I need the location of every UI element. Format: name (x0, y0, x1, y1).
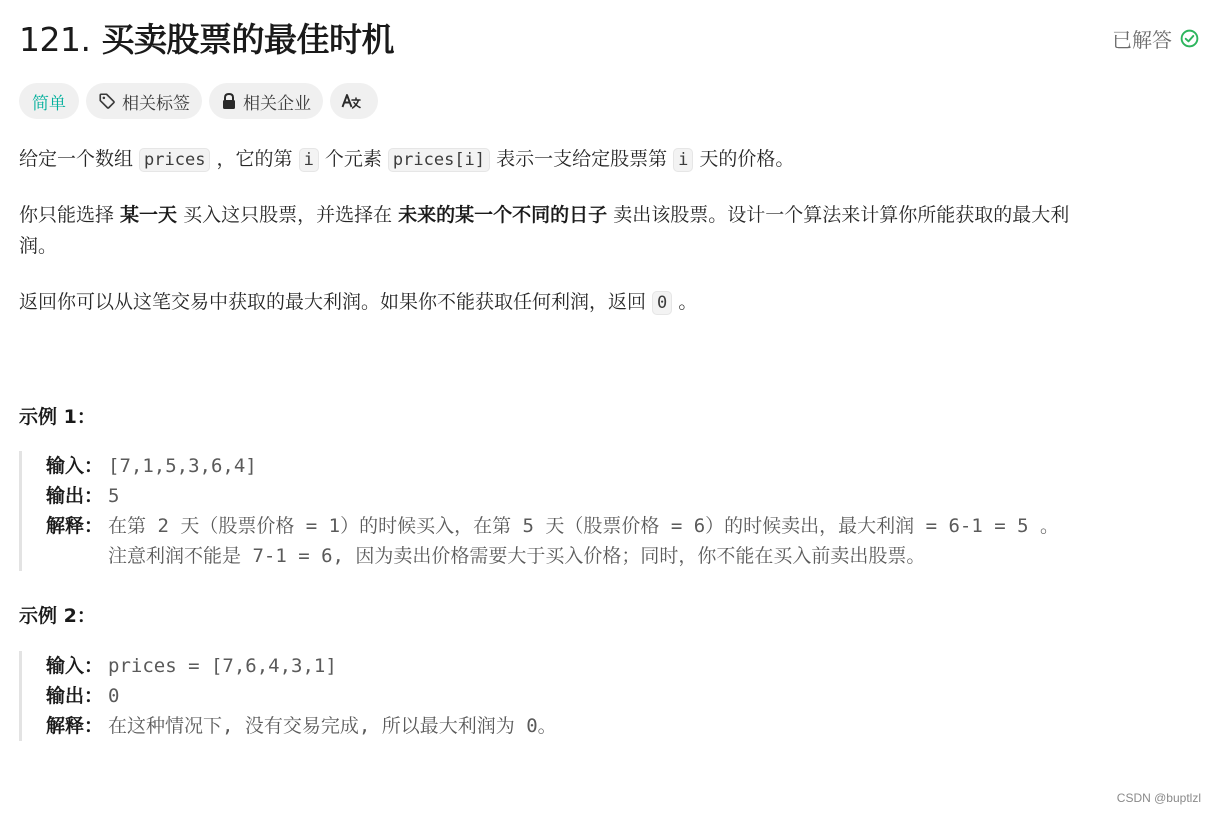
inline-code: prices (139, 148, 210, 172)
problem-title-text: 买卖股票的最佳时机 (101, 20, 394, 59)
solved-label: 已解答 (1112, 28, 1172, 52)
text: 给定一个数组 (19, 148, 140, 170)
text: 买入这只股票，并选择在 (177, 204, 399, 226)
text: 个元素 (318, 148, 388, 170)
text: ，它的第 (210, 148, 299, 170)
output-label: 输出： (46, 485, 104, 507)
bold-text: 某一天 (120, 204, 178, 226)
translate-button[interactable] (330, 83, 378, 119)
watermark: CSDN @buptlzl (1116, 791, 1201, 805)
input-label: 输入： (46, 655, 104, 677)
description-paragraph-2 (19, 200, 1069, 262)
inline-code: i (673, 148, 693, 172)
example-2-title: 示例 2： (19, 605, 96, 627)
related-companies-button[interactable] (209, 83, 323, 119)
text: 你只能选择 (19, 204, 121, 226)
problem-number: 121. (19, 20, 91, 59)
related-tags-label: 相关标签 (122, 93, 190, 114)
tag-icon (98, 92, 116, 110)
output-value: 5 (108, 485, 120, 507)
inline-code: i (299, 148, 319, 172)
example-input-line (46, 451, 1196, 481)
example-output-line (46, 681, 1196, 711)
translate-icon (341, 92, 361, 110)
example-explain-line (46, 711, 1196, 741)
related-tags-button[interactable] (86, 83, 202, 119)
output-label: 输出： (46, 685, 104, 707)
text: 返回你可以从这笔交易中获取的最大利润。如果你不能获取任何利润，返回 (19, 291, 653, 313)
text: 。 (672, 291, 698, 313)
explain-label: 解释： (46, 515, 104, 537)
explain-value: 在这种情况下, 没有交易完成, 所以最大利润为 0。 (108, 715, 557, 737)
example-2-block (19, 651, 1196, 741)
inline-code: 0 (652, 291, 672, 315)
difficulty-badge[interactable]: 简单 (19, 83, 79, 119)
lock-icon (221, 92, 237, 110)
output-value: 0 (108, 685, 120, 707)
explain-value: 在第 2 天（股票价格 = 1）的时候买入，在第 5 天（股票价格 = 6）的时候卖出，最大利润 = 6-1 = 5 。 (108, 515, 1059, 537)
input-label: 输入： (46, 455, 104, 477)
text: 天的价格。 (693, 148, 795, 170)
example-explain-line-2 (46, 541, 1196, 571)
description-paragraph-3 (19, 287, 697, 319)
title-row (19, 14, 1199, 60)
bold-text: 未来的某一个不同的日子 (398, 204, 608, 226)
solved-status (1112, 24, 1199, 53)
description-paragraph-1 (19, 144, 794, 176)
example-input-line (46, 651, 1196, 681)
example-1-block (19, 451, 1196, 571)
check-circle-icon (1180, 29, 1199, 48)
input-value: [7,1,5,3,6,4] (108, 455, 257, 477)
text: 卖出该股票。设计一个算法来计算你所能获取的最大利 (607, 204, 1070, 226)
explain-label: 解释： (46, 715, 104, 737)
input-value: prices = [7,6,4,3,1] (108, 655, 337, 677)
inline-code: prices[i] (388, 148, 490, 172)
problem-title[interactable] (19, 14, 394, 61)
text: 表示一支给定股票第 (490, 148, 674, 170)
tag-bar (19, 83, 385, 119)
example-output-line (46, 481, 1196, 511)
text: 润。 (19, 235, 58, 257)
example-1-title: 示例 1： (19, 406, 96, 428)
explain-value: 注意利润不能是 7-1 = 6, 因为卖出价格需要大于买入价格；同时，你不能在买入前卖出股票。 (108, 545, 926, 567)
related-companies-label: 相关企业 (243, 93, 311, 114)
example-explain-line (46, 511, 1196, 541)
